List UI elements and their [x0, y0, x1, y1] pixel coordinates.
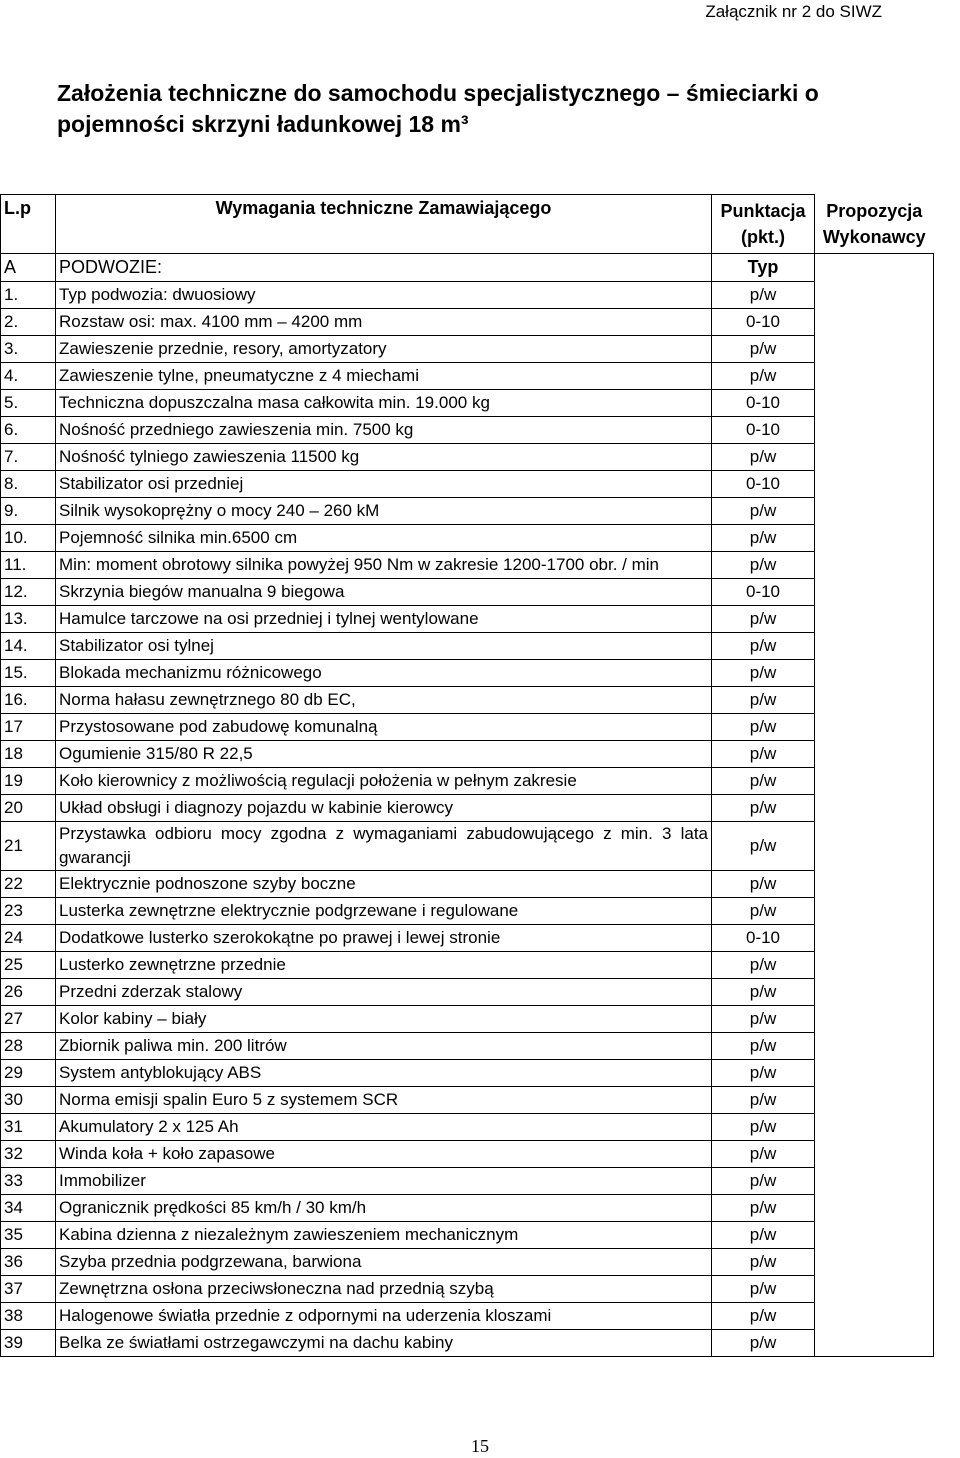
table-row: [1, 714, 934, 741]
row-points: p/w: [712, 336, 815, 363]
row-points: p/w: [712, 444, 815, 471]
row-number: 22: [1, 871, 56, 898]
table-row: [1, 1195, 934, 1222]
row-requirement: Norma hałasu zewnętrznego 80 db EC,: [56, 687, 712, 714]
row-requirement: Szyba przednia podgrzewana, barwiona: [56, 1249, 712, 1276]
row-number: 29: [1, 1060, 56, 1087]
table-row: [1, 1006, 934, 1033]
table-row: [1, 417, 934, 444]
row-requirement: Nośność przedniego zawieszenia min. 7500 kg: [56, 417, 712, 444]
row-points: p/w: [712, 795, 815, 822]
row-number: 17: [1, 714, 56, 741]
table-row: [1, 660, 934, 687]
row-number: 34: [1, 1195, 56, 1222]
row-number: 11.: [1, 552, 56, 579]
table-row: [1, 552, 934, 579]
table-row: [1, 606, 934, 633]
table-row: [1, 363, 934, 390]
row-points: 0-10: [712, 309, 815, 336]
table-row: [1, 1060, 934, 1087]
table-row: [1, 471, 934, 498]
row-points: p/w: [712, 1195, 815, 1222]
row-number: 27: [1, 1006, 56, 1033]
table-row: [1, 1276, 934, 1303]
table-row: [1, 444, 934, 471]
row-number: 30: [1, 1087, 56, 1114]
row-requirement: Elektrycznie podnoszone szyby boczne: [56, 871, 712, 898]
table-row: [1, 1249, 934, 1276]
row-points: p/w: [712, 525, 815, 552]
row-requirement: Ogranicznik prędkości 85 km/h / 30 km/h: [56, 1195, 712, 1222]
column-header-proposal-label: Propozycja Wykonawcy: [822, 200, 926, 247]
row-number: 33: [1, 1168, 56, 1195]
row-points: p/w: [712, 552, 815, 579]
row-number: 9.: [1, 498, 56, 525]
row-number: 19: [1, 768, 56, 795]
table-row: [1, 282, 934, 309]
row-requirement: Kolor kabiny – biały: [56, 1006, 712, 1033]
row-requirement: Przystosowane pod zabudowę komunalną: [56, 714, 712, 741]
row-number: 10.: [1, 525, 56, 552]
row-requirement: Stabilizator osi tylnej: [56, 633, 712, 660]
requirements-table: [0, 194, 934, 1357]
row-requirement: Dodatkowe lusterko szerokokątne po prawej i lewej stronie: [56, 925, 712, 952]
row-requirement: Kabina dzienna z niezależnym zawieszeniem mechanicznym: [56, 1222, 712, 1249]
row-number: 6.: [1, 417, 56, 444]
row-points: p/w: [712, 768, 815, 795]
row-points: p/w: [712, 1168, 815, 1195]
row-number: 28: [1, 1033, 56, 1060]
table-row: [1, 687, 934, 714]
row-number: 35: [1, 1222, 56, 1249]
row-requirement: Stabilizator osi przedniej: [56, 471, 712, 498]
row-requirement: Silnik wysokoprężny o mocy 240 – 260 kM: [56, 498, 712, 525]
row-points: p/w: [712, 871, 815, 898]
row-number: 20: [1, 795, 56, 822]
row-points: p/w: [712, 1330, 815, 1357]
row-number: 32: [1, 1141, 56, 1168]
row-requirement: Zewnętrzna osłona przeciwsłoneczna nad przednią szybą: [56, 1276, 712, 1303]
row-points: p/w: [712, 1087, 815, 1114]
row-number: 3.: [1, 336, 56, 363]
row-requirement: Min: moment obrotowy silnika powyżej 950 Nm w zakresie 1200-1700 obr. / min: [56, 552, 712, 579]
row-requirement: Lusterko zewnętrzne przednie: [56, 952, 712, 979]
row-requirement: Norma emisji spalin Euro 5 z systemem SCR: [56, 1087, 712, 1114]
row-requirement: Pojemność silnika min.6500 cm: [56, 525, 712, 552]
row-points: 0-10: [712, 925, 815, 952]
row-number: 25: [1, 952, 56, 979]
row-number: 7.: [1, 444, 56, 471]
row-number: 5.: [1, 390, 56, 417]
row-number: 18: [1, 741, 56, 768]
row-points: p/w: [712, 633, 815, 660]
row-requirement: Nośność tylniego zawieszenia 11500 kg: [56, 444, 712, 471]
row-requirement: Zawieszenie przednie, resory, amortyzatory: [56, 336, 712, 363]
row-points: p/w: [712, 1222, 815, 1249]
row-points: p/w: [712, 1303, 815, 1330]
row-points: 0-10: [712, 579, 815, 606]
row-number: 31: [1, 1114, 56, 1141]
section-points: Typ: [712, 254, 815, 282]
table-row: [1, 871, 934, 898]
table-row: [1, 952, 934, 979]
row-requirement: Immobilizer: [56, 1168, 712, 1195]
table-row: [1, 1033, 934, 1060]
row-points: p/w: [712, 498, 815, 525]
row-number: 12.: [1, 579, 56, 606]
row-requirement: Rozstaw osi: max. 4100 mm – 4200 mm: [56, 309, 712, 336]
row-requirement: Koło kierownicy z możliwością regulacji położenia w pełnym zakresie: [56, 768, 712, 795]
column-header-proposal: [815, 195, 934, 254]
table-row: [1, 795, 934, 822]
row-number: 24: [1, 925, 56, 952]
row-points: p/w: [712, 1114, 815, 1141]
row-points: 0-10: [712, 471, 815, 498]
row-number: 1.: [1, 282, 56, 309]
row-number: 26: [1, 979, 56, 1006]
table-row: [1, 1087, 934, 1114]
row-number: 2.: [1, 309, 56, 336]
row-requirement: Hamulce tarczowe na osi przedniej i tylnej wentylowane: [56, 606, 712, 633]
document-title: Założenia techniczne do samochodu specjalistycznego – śmieciarki o pojemności skrzyni ładunkowej 18 m³: [57, 80, 819, 137]
table-row: [1, 336, 934, 363]
table-row: [1, 525, 934, 552]
row-requirement: Akumulatory 2 x 125 Ah: [56, 1114, 712, 1141]
row-points: p/w: [712, 1060, 815, 1087]
table-row: [1, 822, 934, 871]
row-requirement: Ogumienie 315/80 R 22,5: [56, 741, 712, 768]
row-requirement: Halogenowe światła przednie z odpornymi na uderzenia kloszami: [56, 1303, 712, 1330]
table-row: [1, 498, 934, 525]
row-requirement: Zawieszenie tylne, pneumatyczne z 4 miechami: [56, 363, 712, 390]
row-points: p/w: [712, 979, 815, 1006]
row-number: 16.: [1, 687, 56, 714]
table-row: [1, 633, 934, 660]
row-points: p/w: [712, 687, 815, 714]
column-header-lp: L.p: [1, 195, 56, 254]
row-number: 23: [1, 898, 56, 925]
row-points: p/w: [712, 606, 815, 633]
row-points: 0-10: [712, 390, 815, 417]
row-points: p/w: [712, 1033, 815, 1060]
row-number: 13.: [1, 606, 56, 633]
table-row: [1, 1330, 934, 1357]
attachment-label: Załącznik nr 2 do SIWZ: [705, 2, 882, 21]
table-row: [1, 1303, 934, 1330]
row-points: p/w: [712, 1249, 815, 1276]
table-row: [1, 979, 934, 1006]
row-points: p/w: [712, 714, 815, 741]
section-lp: A: [1, 254, 56, 282]
table-row: [1, 1114, 934, 1141]
row-points: p/w: [712, 898, 815, 925]
table-row: [1, 1222, 934, 1249]
row-number: 8.: [1, 471, 56, 498]
row-points: p/w: [712, 741, 815, 768]
table-row: [1, 1141, 934, 1168]
column-header-points-label: Punktacja (pkt.): [720, 201, 806, 247]
row-requirement: Typ podwozia: dwuosiowy: [56, 282, 712, 309]
row-points: p/w: [712, 1141, 815, 1168]
row-requirement: Winda koła + koło zapasowe: [56, 1141, 712, 1168]
row-requirement: System antyblokujący ABS: [56, 1060, 712, 1087]
row-points: 0-10: [712, 417, 815, 444]
row-requirement: Przystawka odbioru mocy zgodna z wymaganiami zabudowującego z min. 3 lata gwarancji: [56, 822, 712, 871]
proposal-cell[interactable]: [815, 254, 934, 1357]
table-header-row: [1, 195, 934, 254]
row-number: 15.: [1, 660, 56, 687]
row-requirement: Blokada mechanizmu różnicowego: [56, 660, 712, 687]
section-name: PODWOZIE:: [56, 254, 712, 282]
row-points: p/w: [712, 660, 815, 687]
table-row: [1, 390, 934, 417]
table-row: [1, 579, 934, 606]
row-requirement: Układ obsługi i diagnozy pojazdu w kabinie kierowcy: [56, 795, 712, 822]
table-row: [1, 898, 934, 925]
row-number: 21: [1, 822, 56, 871]
row-points: p/w: [712, 363, 815, 390]
table-row: [1, 741, 934, 768]
row-number: 4.: [1, 363, 56, 390]
row-points: p/w: [712, 822, 815, 871]
table-row: [1, 1168, 934, 1195]
row-points: p/w: [712, 1006, 815, 1033]
column-header-requirements: Wymagania techniczne Zamawiającego: [56, 195, 712, 254]
row-requirement: Zbiornik paliwa min. 200 litrów: [56, 1033, 712, 1060]
table-row: [1, 925, 934, 952]
row-requirement: Przedni zderzak stalowy: [56, 979, 712, 1006]
row-number: 39: [1, 1330, 56, 1357]
column-header-points: [712, 195, 815, 254]
row-number: 37: [1, 1276, 56, 1303]
row-requirement: Lusterka zewnętrzne elektrycznie podgrzewane i regulowane: [56, 898, 712, 925]
row-number: 14.: [1, 633, 56, 660]
row-points: p/w: [712, 952, 815, 979]
row-number: 38: [1, 1303, 56, 1330]
row-points: p/w: [712, 1276, 815, 1303]
section-row: [1, 254, 934, 282]
row-points: p/w: [712, 282, 815, 309]
row-requirement: Skrzynia biegów manualna 9 biegowa: [56, 579, 712, 606]
row-requirement: Techniczna dopuszczalna masa całkowita min. 19.000 kg: [56, 390, 712, 417]
row-requirement: Belka ze światłami ostrzegawczymi na dachu kabiny: [56, 1330, 712, 1357]
page-number: 15: [471, 1436, 489, 1456]
table-row: [1, 768, 934, 795]
row-number: 36: [1, 1249, 56, 1276]
table-row: [1, 309, 934, 336]
